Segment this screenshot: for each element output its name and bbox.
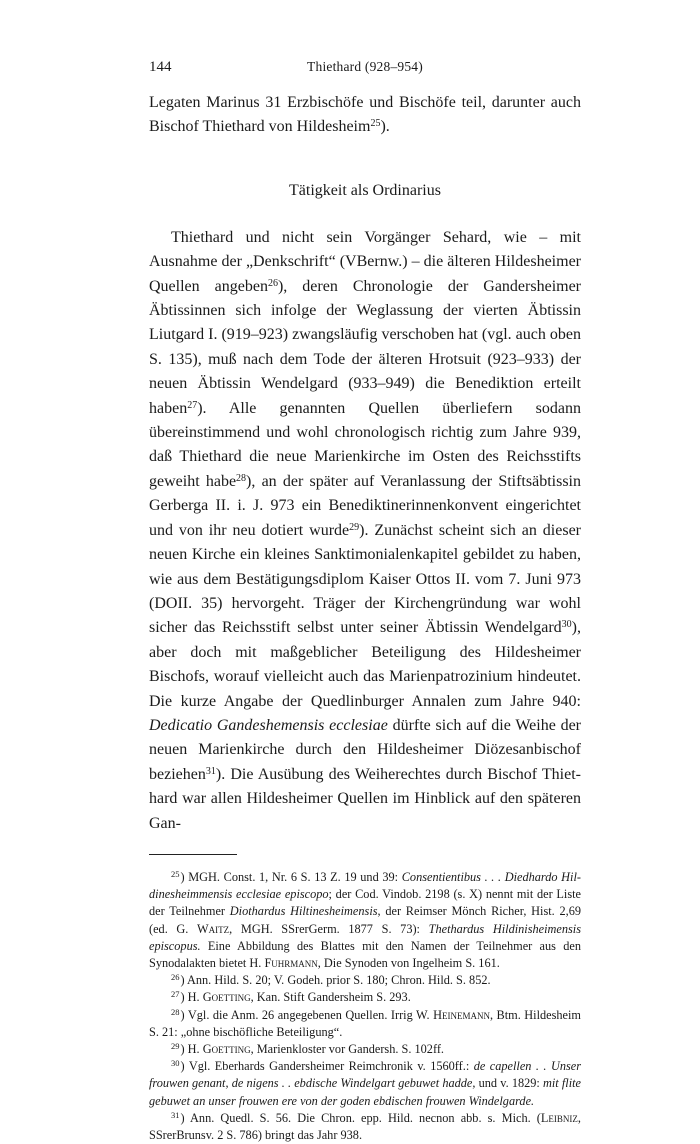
section-heading: Tätigkeit als Ordinarius [289,181,441,199]
body-text: Thiethard und nicht sein Vorgänger Sehard, wie – mit Ausnahme der „Denkschrift“ (VBernw.) – die älteren Hildesheimer Quellen angeben [149,228,581,295]
footnote-separator [149,854,237,855]
footnote-quote: Consentientibus . . . Diedhardo Hildinesheimmensis ecclesiae episcopo [149,869,581,902]
footnote-28 [149,1007,581,1041]
footnote-text: , Marienkloster vor Gandersh. S. 102ff. [250,1042,444,1056]
body-text: ), deren Chronologie der Gandersheimer Äbtissinnen sich infolge der Weglassung der vierten Äbtissin Liutgard I. (919–923) zwangsläufig verschoben hat (vgl. auch oben S. 135), muß nach dem Tode der älteren Hrotsuit (923–933) der neuen Äbtissin Wendelgard (933–949) die Benediktion erteilt haben [149,277,582,417]
footnote-text: , Die Synoden von Ingelheim S. 161. [317,955,500,970]
footnote-ref-31[interactable]: 31 [205,765,216,777]
footnote-text: , MGH. SSrerGerm. 1877 S. 73): [229,921,429,936]
footnote-ref-25[interactable]: 25 [370,118,381,130]
footnote-ref-28[interactable]: 28 [236,472,247,484]
footnote-26 [149,972,581,989]
footnote-number: 31 [171,1109,180,1120]
author-name: Goetting [202,1042,251,1056]
author-name: Heinemann [433,1007,490,1022]
footnote-30 [149,1058,581,1110]
body-text: dürfte sich auf die Weihe der neuen Marienkirche durch den Hildesheimer Diözesanbischof beziehen [149,716,582,783]
intro-text: Legaten Marinus 31 Erzbischöfe und Bischöfe teil, darunter auch Bischof Thiethard von Hildesheim [149,94,581,136]
footnote-text: , Kan. Stift Gandersheim S. 293. [250,990,411,1005]
footnote-text: ) H. [180,990,203,1005]
running-head [149,56,581,78]
footnote-quote: de capellen . . Unser frouwen genant, de nigens . . ebdische Windelgart gebuwet hadde, [149,1059,581,1091]
footnote-ref-30[interactable]: 30 [561,619,572,631]
footnote-number: 25 [171,868,180,879]
body-text: ), aber doch mit maßgeblicher Beteiligung des Hildesheimer Bischofs, worauf vielleicht auch das Marienpatrozinium hindeutet. Die kurze Angabe der Quedlinburger Annalen zum Jahre 940: [149,619,581,710]
footnote-text: , Btm. Hildesheim S. 21: „ohne bischöfliche Beteiligung“. [149,1007,581,1039]
footnote-25 [149,869,581,972]
footnote-number: 27 [171,989,180,1000]
footnote-text: ; der Cod. Vindob. 2198 (s. X) nennt mit der Liste der Teilnehmer [149,887,581,919]
book-page [149,56,581,1144]
body-text: ). Die Ausübung des Weiherechtes durch Bischof Thiethard war allen Hildesheimer Quellen im Hinblick auf den späteren Gan- [149,765,581,832]
footnote-number: 28 [171,1006,180,1017]
footnote-text: ) Vgl. die Anm. 26 angegebenen Quellen. Irrig W. [180,1007,434,1022]
footnote-text: , SSrerBrunsv. 2 S. 786) bringt das Jahr 938. [149,1110,581,1143]
footnote-text: ) Vgl. Eberhards Gandersheimer Reimchronik v. 1560ff.: [180,1059,474,1074]
footnote-ref-27[interactable]: 27 [187,399,198,411]
intro-paragraph [149,91,581,140]
author-name: Goetting [202,990,251,1005]
footnote-text: , der Reimser Mönch Richer, Hist. 2,69 (ed. G. [149,904,581,936]
footnote-ref-26[interactable]: 26 [267,277,278,289]
running-title: Thiethard (928–954) [307,59,423,74]
footnote-text: ) Ann. Quedl. S. 56. Die Chron. epp. Hild. necnon abb. s. Mich. ( [180,1110,541,1125]
footnote-number: 26 [171,972,180,983]
body-text: ), an der später auf Veranlassung der Stiftsäbtissin Gerberga II. i. J. 973 ein Benediktinerinnenkonvent eingerichtet und von ihr neu dotiert wurde [149,472,581,539]
main-paragraph [149,226,581,836]
footnote-number: 29 [171,1041,180,1051]
footnote-text: ) H. [180,1042,203,1056]
intro-tail: ). [380,118,390,136]
footnote-number: 30 [171,1058,180,1069]
footnote-text: ) MGH. Const. 1, Nr. 6 S. 13 Z. 19 und 39: [180,869,402,884]
latin-quote: Dedicatio Gandeshemensis ecclesiae [149,716,388,734]
author-name: Fuhrmann [264,955,318,970]
body-text: ). Alle genannten Quellen überliefern sodann übereinstimmend und wohl chronologisch richtig zum Jahre 939, daß Thiethard die neue Marienkirche im Osten des Reichsstifts geweiht habe [149,399,581,490]
page-number: 144 [149,59,172,75]
footnote-quote: Thethardus Hildinisheimensis episcopus. [149,921,581,953]
footnote-quote: Diothardus Hiltinesheimensis [229,904,378,919]
footnote-quote: mit flite gebuwet an unser frouwen ere von der goden ebdischen frouwen Windelgarde. [149,1076,581,1108]
footnote-ref-29[interactable]: 29 [349,521,360,533]
footnote-text: und v. 1829: [475,1076,543,1091]
footnote-text: Eine Abbildung des Blattes mit den Namen der Teilnehmer aus den Synodalakten bietet H. [149,938,581,970]
footnote-27 [149,989,581,1006]
footnote-29 [149,1041,581,1058]
author-name: Leibniz [540,1110,578,1125]
footnote-text: ) Ann. Hild. S. 20; V. Godeh. prior S. 180; Chron. Hild. S. 852. [180,973,491,988]
footnotes [149,869,581,1144]
author-name: Waitz [197,921,230,936]
footnote-31 [149,1110,581,1144]
body-text: ). Zunächst scheint sich an dieser neuen Kirche ein kleines Sanktimonialenkapitel gebildet zu haben, wie aus dem Bestätigungsdiplom Kaiser Ottos II. vom 7. Juni 973 (DOII. 35) hervorgeht. Träger der Kirchengründung war wohl sicher das Reichsstift selbst unter seiner Äbtissin Wendelgard [149,521,582,637]
